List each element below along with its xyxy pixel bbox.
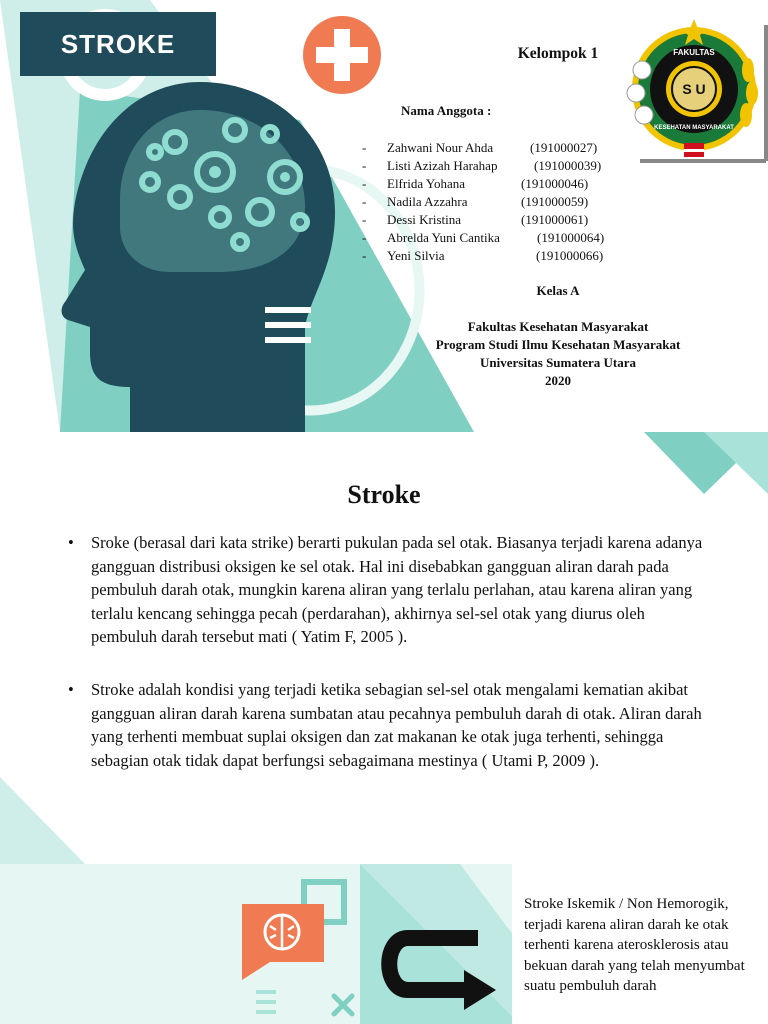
types-slide: [0, 864, 768, 1024]
member-dash: -: [362, 212, 367, 227]
member-name: Listi Azizah Harahap: [387, 158, 498, 173]
bullet-text: Stroke adalah kondisi yang terjadi ketika sebagian sel-sel otak mengalami kematian akibat gangguan aliran darah karena sumbatan atau pecahnya pembuluh darah di otak. Aliran darah yang terhenti membuat suplai oksigen dan zat makanan ke otak juga terhenti, sehingga sebagian otak tidak dapat berfungsi sebagaimana mestinya ( Utami P, 2009 ).: [91, 680, 702, 770]
brain-gears-head-icon: [60, 82, 340, 432]
title-slide: [0, 0, 768, 432]
member-name: Zahwani Nour Ahda: [387, 140, 494, 155]
member-nim: (191000066): [536, 248, 604, 263]
member-dash: -: [362, 230, 367, 245]
bullet-item: [68, 531, 708, 649]
member-row: [362, 194, 589, 210]
member-dash: -: [362, 248, 367, 263]
member-row: [362, 230, 605, 246]
member-row: [362, 158, 602, 174]
member-name: Abrelda Yuni Cantika: [387, 230, 500, 245]
bullet-marker: •: [68, 680, 74, 699]
group-name: Kelompok 1: [517, 45, 599, 62]
member-nim: (191000059): [521, 194, 589, 209]
member-nim: (191000039): [534, 158, 602, 173]
stroke-iskemik-text: Stroke Iskemik / Non Hemorogik, terjadi karena aliran darah ke otak terhenti karena aterosklerosis atau bekuan darah yang telah menyumbat suatu pembuluh darah: [524, 896, 745, 994]
member-name: Yeni Silvia: [387, 248, 445, 263]
member-dash: -: [362, 140, 367, 155]
bullet-marker: •: [68, 533, 74, 552]
member-name: Dessi Kristina: [387, 212, 462, 227]
program-label: Program Studi Ilmu Kesehatan Masyarakat: [435, 337, 681, 352]
member-row: [362, 140, 598, 156]
member-row: [362, 176, 589, 192]
member-nim: (191000027): [530, 140, 598, 155]
logo-text-top: FAKULTAS: [673, 48, 715, 57]
member-dash: -: [362, 194, 367, 209]
member-nim: (191000061): [521, 212, 589, 227]
member-name: Elfrida Yohana: [387, 176, 465, 191]
university-label: Universitas Sumatera Utara: [480, 355, 636, 370]
close-x-icon: [330, 992, 356, 1018]
logo-text-bottom: KESEHATAN MASYARAKAT: [654, 125, 734, 131]
brain-chat-icon: [240, 902, 326, 980]
member-dash: -: [362, 158, 367, 173]
definition-slide: [0, 432, 768, 864]
curved-arrow-icon: [378, 926, 498, 1010]
members-label: Nama Anggota :: [401, 103, 492, 118]
class-label: Kelas A: [536, 283, 580, 298]
faculty-label: Fakultas Kesehatan Masyarakat: [467, 319, 649, 334]
definition-title: Stroke: [347, 480, 421, 509]
member-nim: (191000064): [537, 230, 605, 245]
member-row: [362, 248, 604, 264]
year-label: 2020: [545, 373, 571, 388]
faculty-logo: [620, 15, 768, 163]
bullet-text: Sroke (berasal dari kata strike) berarti pukulan pada sel otak. Biasanya terjadi karena adanya gangguan distribusi oksigen ke sel otak. Hal ini disebabkan gangguan aliran darah pada pembuluh darah otak, mungkin karena aliran yang terlalu perlahan, atau karena aliran yang terlalu kencang sehingga pecah (perdarahan), akhirnya sel-sel otak yang diurus oleh pembuluh darah tersebut mati ( Yatim F, 2005 ).: [91, 533, 703, 646]
bullet-item: [68, 678, 708, 772]
logo-letters: S U: [682, 81, 706, 97]
slide-title: STROKE: [20, 12, 216, 76]
member-nim: (191000046): [521, 176, 589, 191]
member-name: Nadila Azzahra: [387, 194, 468, 209]
member-row: [362, 212, 589, 228]
member-dash: -: [362, 176, 367, 191]
